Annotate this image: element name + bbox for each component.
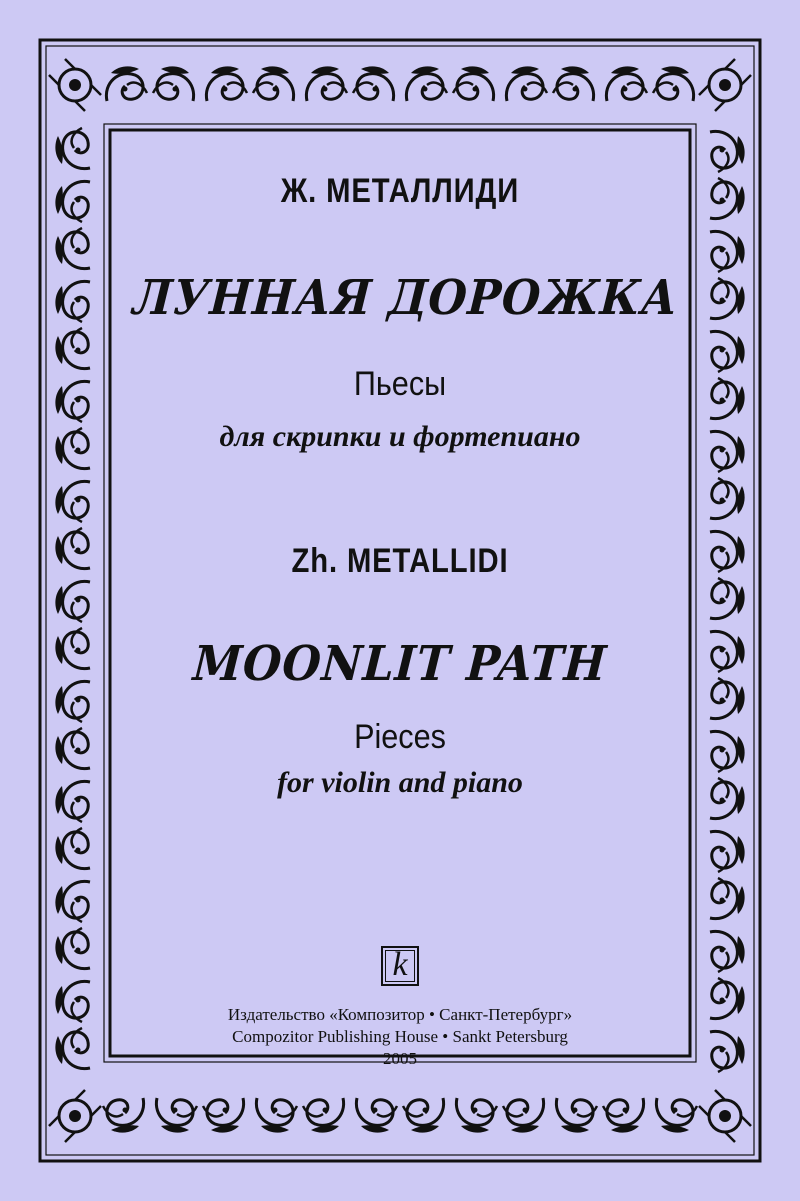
subtitle-russian: Пьесы	[353, 365, 447, 403]
publisher-line-english: Compozitor Publishing House • Sankt Petersburg	[232, 1027, 568, 1046]
publisher-line-russian: Издательство «Композитор • Санкт-Петербург»	[227, 1005, 573, 1024]
subtitle-english: Pieces	[354, 718, 446, 756]
publisher-logo: k	[381, 946, 419, 986]
author-russian: Ж. МЕТАЛЛИДИ	[280, 172, 520, 210]
instrumentation-english: for violin and piano	[277, 766, 523, 799]
author-english: Zh. METALLIDI	[291, 542, 509, 580]
title-russian: ЛУННАЯ ДОРОЖКА	[131, 270, 680, 326]
title-english: MOONLIT PATH	[191, 636, 609, 692]
publication-year: 2005	[383, 1049, 417, 1068]
instrumentation-russian: для скрипки и фортепиано	[219, 420, 581, 453]
